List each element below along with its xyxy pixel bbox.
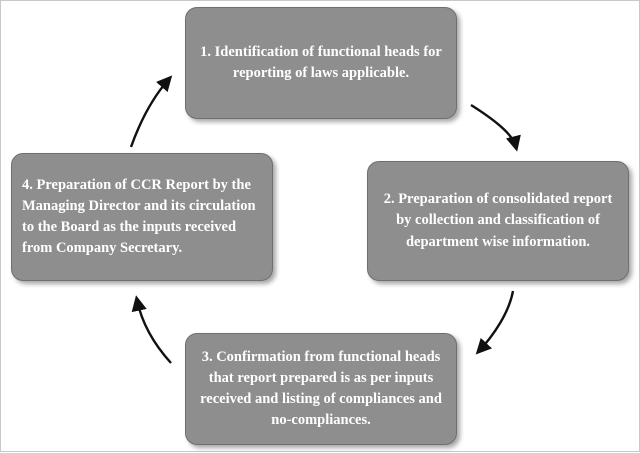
process-step-4 [11,153,273,281]
arrow-4-to-1 [131,79,169,147]
process-step-2-label: 2. Preparation of consolidated report by collection and classification of department wise information. [383,191,613,250]
process-step-1-label: 1. Identification of functional heads for reporting of laws applicable. [200,43,442,81]
process-step-4-label: 4. Preparation of CCR Report by the Managing Director and its circulation to the Board as the inputs received from Company Secretary. [22,176,256,257]
arrow-2-to-3 [479,291,513,351]
process-step-2 [367,161,629,281]
process-step-3-label: 3. Confirmation from functional heads that report prepared is as per inputs received and listing of compliances and no-compliances. [200,348,442,429]
arrow-3-to-4 [137,300,171,363]
process-step-1 [185,7,457,119]
process-step-3 [185,333,457,445]
arrow-1-to-2 [471,105,516,147]
